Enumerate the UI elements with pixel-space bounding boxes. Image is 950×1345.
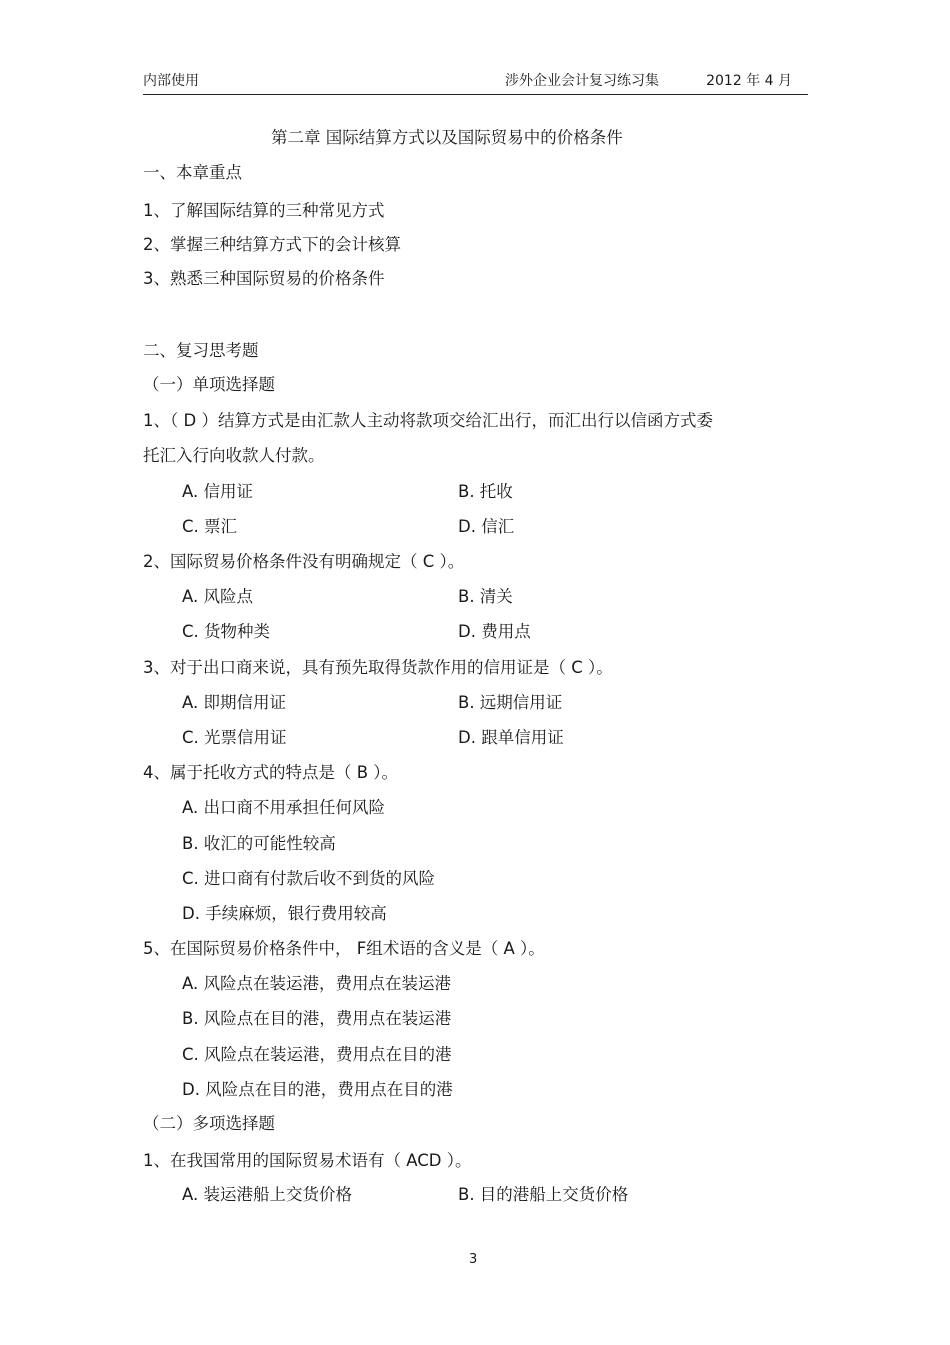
key-point-item: 1、了解国际结算的三种常见方式 <box>143 201 385 220</box>
question-2: 2、国际贸易价格条件没有明确规定（ C ）。 <box>143 552 465 571</box>
page-header <box>143 70 808 94</box>
q4-option-a: A. 出口商不用承担任何风险 <box>182 798 385 817</box>
q2-option-c: C. 货物种类 <box>182 622 271 641</box>
q1-option-d: D. 信汇 <box>458 517 515 536</box>
q3-option-c: C. 光票信用证 <box>182 728 287 747</box>
question-1-line2: 托汇入行向收款人付款。 <box>143 446 325 465</box>
q5-option-b: B. 风险点在目的港，费用点在装运港 <box>182 1009 452 1028</box>
q2-option-d: D. 费用点 <box>458 622 531 641</box>
subsection-single-choice: （一）单项选择题 <box>143 375 275 394</box>
chapter-title: 第二章 国际结算方式以及国际贸易中的价格条件 <box>271 128 623 147</box>
q4-option-c: C. 进口商有付款后收不到货的风险 <box>182 869 436 888</box>
q5-option-d: D. 风险点在目的港，费用点在目的港 <box>182 1080 453 1099</box>
key-point-item: 3、熟悉三种国际贸易的价格条件 <box>143 269 385 288</box>
header-date: 2012 年 4 月 <box>706 73 792 89</box>
subsection-multiple-choice: （二）多项选择题 <box>143 1114 275 1133</box>
question-4: 4、属于托收方式的特点是（ B ）。 <box>143 763 399 782</box>
header-rule <box>143 94 808 95</box>
m1-option-a: A. 装运港船上交货价格 <box>182 1185 352 1204</box>
multi-question-1: 1、在我国常用的国际贸易术语有（ ACD ）。 <box>143 1151 472 1170</box>
q3-option-b: B. 远期信用证 <box>458 693 563 712</box>
q4-option-b: B. 收汇的可能性较高 <box>182 834 336 853</box>
q3-option-d: D. 跟单信用证 <box>458 728 564 747</box>
header-book-title: 涉外企业会计复习练习集 <box>505 73 659 89</box>
header-internal-use: 内部使用 <box>143 73 199 89</box>
q1-option-a: A. 信用证 <box>182 482 253 501</box>
q1-option-c: C. 票汇 <box>182 517 238 536</box>
section-heading-key-points: 一、本章重点 <box>143 163 242 182</box>
m1-option-b: B. 目的港船上交货价格 <box>458 1185 629 1204</box>
question-5: 5、在国际贸易价格条件中， F组术语的含义是（ A ）。 <box>143 939 545 958</box>
key-point-item: 2、掌握三种结算方式下的会计核算 <box>143 235 401 254</box>
section-heading-review: 二、复习思考题 <box>143 341 259 360</box>
q5-option-a: A. 风险点在装运港，费用点在装运港 <box>182 974 451 993</box>
q5-option-c: C. 风险点在装运港，费用点在目的港 <box>182 1045 452 1064</box>
question-3: 3、对于出口商来说，具有预先取得货款作用的信用证是（ C ）。 <box>143 658 613 677</box>
q1-option-b: B. 托收 <box>458 482 513 501</box>
q3-option-a: A. 即期信用证 <box>182 693 286 712</box>
q2-option-a: A. 风险点 <box>182 587 253 606</box>
page-number: 3 <box>469 1252 478 1267</box>
q4-option-d: D. 手续麻烦，银行费用较高 <box>182 904 387 923</box>
q2-option-b: B. 清关 <box>458 587 513 606</box>
question-1-line1: 1、（ D ）结算方式是由汇款人主动将款项交给汇出行，而汇出行以信函方式委 <box>143 411 713 430</box>
